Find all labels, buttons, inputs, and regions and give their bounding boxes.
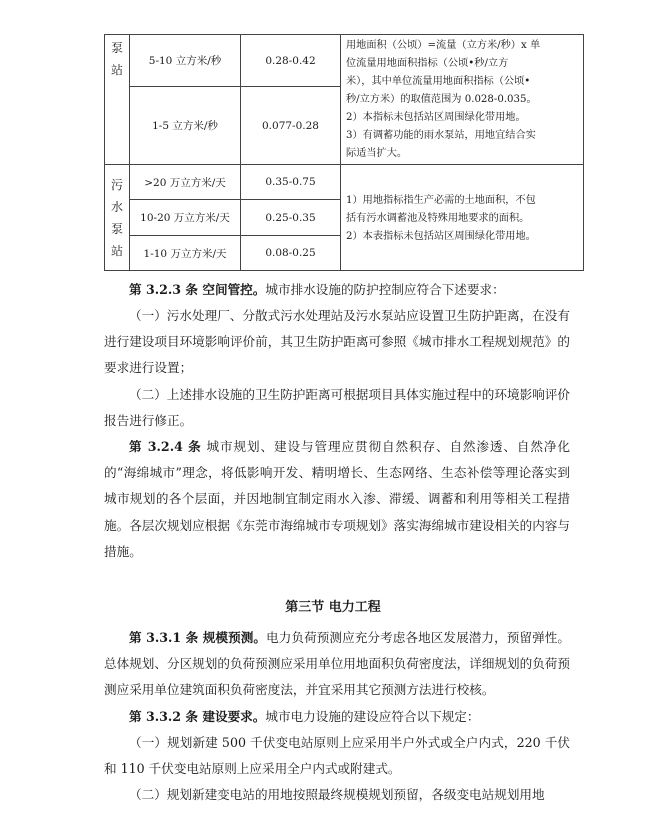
table-cell: 10-20 万立方米/天 (130, 200, 241, 236)
clause-3-2-4: 第 3.2.4 条 城市规划、建设与管理应贯彻自然积存、自然渗透、自然净化的“海绵城市”理念，将低影响开发、精明增长、生态网络、生态补偿等理论落实到城市规划的各个层面，并因地制宜制定雨水入渗、滞缓、调蓄和利用等相关工程措施。各层次规划应根据《东莞市海绵城市专项规划》落实海绵城市建设相关的内容与措施。 (104, 439, 570, 559)
clause-3-3-1: 第 3.3.1 条 规模预测。电力负荷预测应充分考虑各地区发展潜力，预留弹性。总体规划、分区规划的负荷预测应采用单位用地面积负荷密度法，详细规划的负荷预测应采用单位建筑面积负荷密度法，并宜采用其它预测方法进行校核。 (104, 630, 570, 698)
pump-notes-cell: 用地面积（公顷）=流量（立方米/秒）x 单 位流量用地面积指标（公顷•秒/立方 米），其中单位流量用地面积指标（公顷• 秒/立方米）的取值范围为 0.028-0.035。 2）本指标未包括站区周围绿化带用地。 3）有调蓄功能的雨水泵站，用地宜结合实 际适当扩大。 (341, 35, 584, 165)
clause-3-2-3: 第 3.2.3 条 空间管控。城市排水设施的防护控制应符合下述要求： (129, 282, 505, 297)
table-cell: 5-10 立方米/秒 (130, 35, 241, 87)
table-cell: 1-10 万立方米/天 (130, 236, 241, 271)
table-cell: 0.35-0.75 (241, 165, 341, 200)
land-use-table (104, 34, 584, 271)
table-row (105, 35, 584, 87)
clause-3-2-3-item-2: （二）上述排水设施的卫生防护距离可根据项目具体实施过程中的环境影响评价报告进行修正。 (104, 387, 570, 429)
table-cell: 0.28-0.42 (241, 35, 341, 87)
table-cell: >20 万立方米/天 (130, 165, 241, 200)
table-cell: 0.25-0.35 (241, 200, 341, 236)
table-cell: 0.077-0.28 (241, 87, 341, 165)
section-title: 第三节 电力工程 (285, 600, 381, 615)
category-pump-station: 泵 站 (105, 35, 130, 165)
clause-3-3-2: 第 3.3.2 条 建设要求。城市电力设施的建设应符合以下规定： (129, 709, 480, 724)
clause-3-2-3-item-1: （一）污水处理厂、分散式污水处理站及污水泵站应设置卫生防护距离，在没有进行建设项目环境影响评价前，其卫生防护距离可参照《城市排水工程规划规范》的要求进行设置； (104, 308, 570, 376)
clause-3-3-2-item-1: （一）规划新建 500 千伏变电站原则上应采用半户外式或全户内式，220 千伏和 110 千伏变电站原则上应采用全户内式或附建式。 (104, 735, 570, 777)
category-sewage-pump-station: 污 水 泵 站 (105, 165, 130, 271)
clause-3-3-2-item-2: （二）规划新建变电站的用地按照最终规模规划预留，各级变电站规划用地 (129, 787, 545, 802)
sewage-notes-cell: 1）用地指标指生产必需的土地面积，不包 括有污水调蓄池及特殊用地要求的面积。 2）本表指标未包括站区周围绿化带用地。 (341, 165, 584, 271)
table-cell: 0.08-0.25 (241, 236, 341, 271)
table-cell: 1-5 立方米/秒 (130, 87, 241, 165)
table-row (105, 165, 584, 200)
